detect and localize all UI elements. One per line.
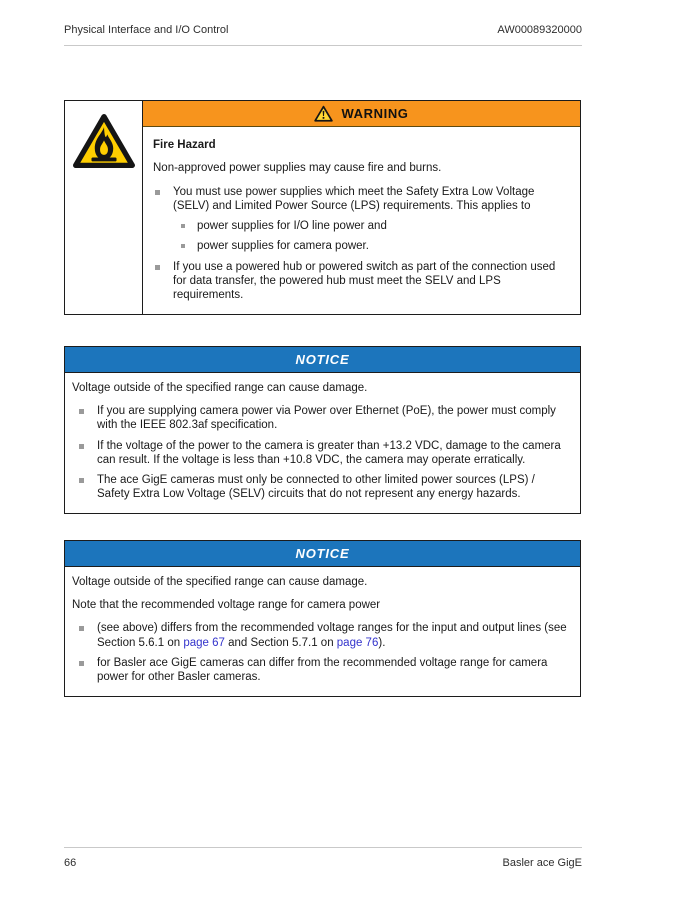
notice-body (65, 567, 580, 696)
bullet-text: power supplies for I/O line power and (197, 220, 387, 233)
list-item (153, 260, 568, 303)
warning-box (64, 100, 581, 315)
notice-header-bar (65, 347, 580, 373)
bullet-text-segment: ). (378, 636, 386, 649)
page-header (64, 24, 582, 46)
notice-body (65, 373, 580, 513)
page-76-link[interactable]: page 76 (336, 636, 379, 649)
bullet-text (97, 621, 570, 650)
bullet-text: You must use power supplies which meet the Safety Extra Low Voltage (SELV) and Limited Power Source (LPS) requirements. This applies to (173, 185, 535, 212)
fire-hazard-triangle-icon (71, 112, 137, 170)
bullet-text: If the voltage of the power to the camera is greater than +13.2 VDC, damage to the camera can result. If the voltage is less than +10.8 VDC, the camera may operate erratically. (97, 439, 561, 466)
list-item (179, 219, 568, 233)
notice-box-1 (64, 346, 581, 514)
page-header-title: Physical Interface and I/O Control (64, 24, 229, 36)
list-item (179, 239, 568, 253)
warning-title: Fire Hazard (153, 139, 216, 151)
list-item (72, 656, 570, 685)
square-bullet-icon (79, 478, 84, 483)
page-content (64, 100, 581, 697)
notice-intro: Note that the recommended voltage range for camera power (72, 599, 381, 612)
list-item (72, 473, 570, 502)
square-bullet-icon (79, 444, 84, 449)
bullet-text-segment: (see above) differs from the recommended voltage ranges for the input and output lines (see Section 5.6.1 on (97, 622, 567, 649)
square-bullet-icon (79, 661, 84, 666)
page-footer (64, 847, 582, 869)
notice-header-label: NOTICE (295, 351, 350, 367)
list-item (72, 439, 570, 468)
warning-icon-cell (65, 101, 143, 314)
page-number: 66 (64, 857, 77, 869)
square-bullet-icon (155, 190, 160, 195)
warning-body (143, 127, 580, 314)
notice-intro: Voltage outside of the specified range can cause damage. (72, 575, 368, 588)
square-bullet-icon (181, 244, 185, 248)
list-item (153, 185, 568, 214)
notice-box-2 (64, 540, 581, 697)
bullet-text: If you are supplying camera power via Power over Ethernet (PoE), the power must comply with the IEEE 802.3af specification. (97, 404, 556, 432)
warning-header-label: WARNING (341, 106, 409, 121)
document-number: AW00089320000 (497, 24, 582, 36)
notice-header-bar (65, 541, 580, 567)
page-67-link[interactable]: page 67 (183, 636, 225, 649)
notice-header-label: NOTICE (295, 545, 350, 561)
warning-intro: Non-approved power supplies may cause fire and burns. (153, 162, 442, 175)
bullet-text: The ace GigE cameras must only be connected to other limited power sources (LPS) / Safety Extra Low Voltage (SELV) circuits that do not represent any energy hazards. (97, 474, 535, 501)
bullet-text-segment: and Section 5.7.1 on (224, 636, 337, 649)
bullet-text: If you use a powered hub or powered switch as part of the connection used for data transfer, the powered hub must meet the SELV and LPS requirements. (173, 260, 556, 302)
square-bullet-icon (181, 224, 185, 228)
list-item (72, 404, 570, 433)
footer-product-name: Basler ace GigE (502, 857, 582, 869)
warning-header-bar (143, 101, 580, 127)
warning-main (143, 101, 580, 314)
square-bullet-icon (79, 409, 84, 414)
warning-triangle-icon (314, 105, 333, 122)
bullet-text: for Basler ace GigE cameras can differ from the recommended voltage range for camera power for other Basler cameras. (97, 656, 548, 684)
list-item (72, 621, 570, 650)
square-bullet-icon (79, 626, 84, 631)
bullet-text: power supplies for camera power. (197, 240, 369, 253)
square-bullet-icon (155, 265, 160, 270)
notice-intro: Voltage outside of the specified range can cause damage. (72, 381, 368, 394)
